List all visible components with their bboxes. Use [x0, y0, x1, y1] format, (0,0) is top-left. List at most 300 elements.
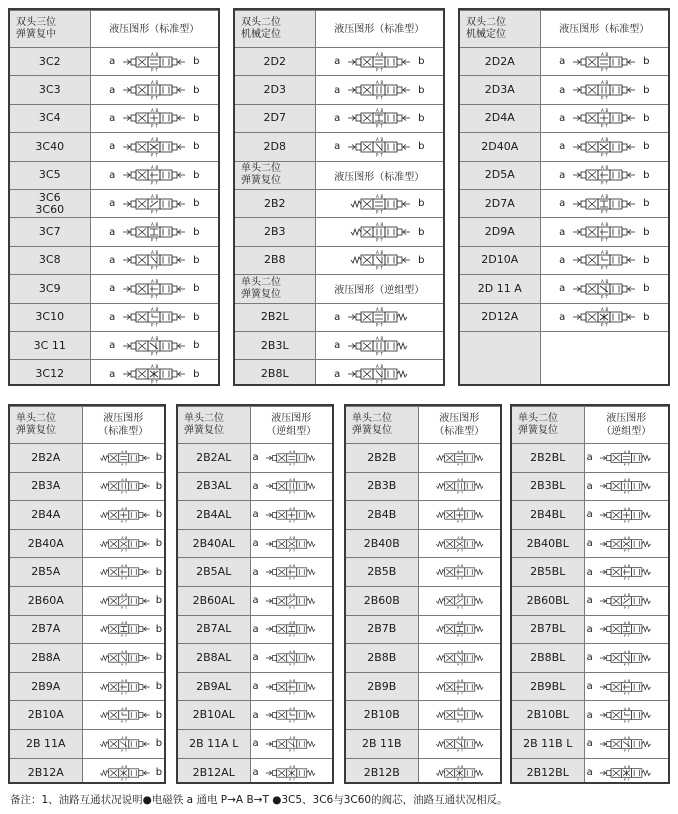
- symbol-cell: [82, 501, 164, 530]
- model-code: 2D 11 A: [477, 281, 522, 295]
- svg-text:P: P: [120, 720, 123, 725]
- symbol-cell: [315, 48, 443, 76]
- svg-text:P: P: [376, 209, 379, 214]
- solenoid-b-label: b: [643, 254, 650, 266]
- solenoid-a-label: a: [334, 141, 341, 153]
- valve-symbol-icon: [433, 591, 486, 611]
- valve-symbol-icon: [599, 705, 654, 725]
- svg-text:B: B: [460, 449, 463, 454]
- svg-text:A: A: [601, 136, 604, 142]
- valve-symbol-icon: [433, 677, 486, 697]
- symbol-cell: [418, 444, 500, 473]
- svg-text:P: P: [623, 720, 626, 725]
- svg-text:P: P: [601, 67, 604, 72]
- svg-text:T: T: [124, 720, 127, 725]
- model-code: 2B10A: [27, 708, 64, 722]
- valve-symbol-icon: [433, 476, 486, 496]
- model-code: 2B9A: [31, 679, 61, 693]
- svg-text:B: B: [380, 250, 384, 256]
- svg-text:A: A: [151, 108, 154, 114]
- svg-text:T: T: [605, 180, 609, 186]
- svg-text:B: B: [155, 364, 159, 370]
- valve-symbol-icon: [599, 562, 654, 582]
- valve-symbol-icon: [265, 763, 318, 783]
- model-code: 2B3A: [31, 479, 61, 493]
- model-code-cell: [235, 189, 315, 217]
- svg-text:P: P: [623, 663, 626, 668]
- solenoid-a-label: a: [586, 767, 593, 779]
- svg-text:P: P: [288, 720, 291, 725]
- svg-text:A: A: [456, 564, 460, 569]
- valve-symbol-icon: [122, 137, 186, 157]
- svg-text:A: A: [120, 449, 124, 454]
- header-symbol-cell: [82, 407, 164, 444]
- solenoid-a-label: a: [252, 595, 259, 607]
- svg-text:P: P: [456, 691, 459, 696]
- svg-text:B: B: [380, 335, 384, 341]
- svg-text:A: A: [376, 364, 379, 370]
- table-row: [460, 218, 668, 246]
- model-code: 2D3A: [484, 83, 515, 97]
- svg-text:P: P: [288, 462, 291, 467]
- svg-text:P: P: [623, 777, 626, 782]
- svg-text:B: B: [605, 278, 609, 284]
- solenoid-b-label: b: [193, 56, 200, 68]
- model-code: 2B 11A: [25, 736, 66, 750]
- model-code-cell: [346, 729, 418, 758]
- model-code: 2B9BL: [530, 679, 566, 693]
- svg-text:T: T: [627, 634, 630, 639]
- svg-text:B: B: [292, 735, 295, 740]
- svg-text:T: T: [292, 720, 295, 725]
- model-code-cell: [235, 218, 315, 246]
- model-code: 3C8: [38, 253, 61, 267]
- svg-text:A: A: [120, 478, 124, 483]
- svg-text:P: P: [120, 462, 123, 467]
- svg-text:T: T: [155, 95, 159, 101]
- model-code-cell: [10, 758, 82, 784]
- svg-text:B: B: [124, 678, 127, 683]
- header-symbol-line: 液压图形: [606, 413, 647, 424]
- table-row: [512, 644, 668, 673]
- svg-text:A: A: [376, 108, 379, 114]
- svg-text:T: T: [124, 491, 127, 496]
- header-code-line: 双头二位: [241, 17, 281, 28]
- symbol-cell: [584, 558, 668, 587]
- header-symbol-line: （标准型）: [98, 426, 149, 437]
- svg-text:A: A: [120, 506, 124, 511]
- model-code-cell: [10, 615, 82, 644]
- svg-text:T: T: [627, 777, 630, 782]
- svg-text:P: P: [120, 748, 123, 753]
- table-row: [10, 189, 218, 217]
- svg-text:A: A: [623, 678, 627, 683]
- svg-text:B: B: [124, 535, 127, 540]
- svg-text:A: A: [151, 222, 154, 228]
- svg-text:B: B: [380, 51, 384, 57]
- svg-text:A: A: [456, 621, 460, 626]
- model-code-cell: [512, 586, 584, 615]
- solenoid-b-label: b: [155, 566, 163, 578]
- svg-text:T: T: [292, 662, 295, 667]
- model-code-cell: [346, 615, 418, 644]
- model-code-cell: [10, 76, 90, 104]
- svg-text:P: P: [151, 152, 154, 157]
- svg-text:A: A: [623, 764, 627, 769]
- symbol-cell: [418, 729, 500, 758]
- svg-text:B: B: [155, 193, 159, 199]
- svg-text:B: B: [380, 364, 384, 370]
- model-code: 3C12: [35, 367, 65, 381]
- valve-table: [512, 406, 668, 784]
- symbol-cell: [250, 644, 332, 673]
- svg-text:B: B: [627, 449, 630, 454]
- model-code: 2B3L: [260, 338, 289, 352]
- svg-text:A: A: [288, 621, 292, 626]
- svg-text:T: T: [627, 663, 630, 668]
- table-row: [460, 48, 668, 76]
- valve-symbol-icon: [599, 677, 654, 697]
- valve-symbol-icon: [572, 80, 636, 100]
- solenoid-b-label: b: [155, 767, 163, 779]
- table-row: [178, 586, 332, 615]
- model-code-cell: [346, 672, 418, 701]
- header-code-cell: [460, 11, 540, 48]
- table-row: [512, 501, 668, 530]
- table-row: [10, 529, 164, 558]
- table-row: [235, 246, 443, 274]
- svg-text:T: T: [292, 577, 295, 582]
- svg-text:B: B: [605, 51, 609, 57]
- header-code-cell: [10, 11, 90, 48]
- symbol-cell: [250, 615, 332, 644]
- table-row: [178, 644, 332, 673]
- svg-text:A: A: [456, 678, 460, 683]
- symbol-cell: [315, 104, 443, 132]
- svg-text:P: P: [623, 605, 626, 610]
- symbol-cell: [82, 529, 164, 558]
- symbol-cell: [540, 161, 668, 189]
- svg-text:T: T: [155, 209, 159, 214]
- valve-symbol-icon: [97, 677, 150, 697]
- symbol-cell: [250, 672, 332, 701]
- svg-text:T: T: [627, 720, 630, 725]
- svg-text:A: A: [376, 250, 379, 256]
- model-code: 2B9B: [367, 679, 397, 693]
- solenoid-a-label: a: [586, 509, 593, 521]
- model-code-cell: [512, 501, 584, 530]
- svg-text:T: T: [460, 662, 463, 667]
- header-symbol-line: 液压图形: [103, 413, 144, 424]
- table-row: [235, 331, 443, 359]
- model-code-cell: [460, 189, 540, 217]
- model-code: 2B40AL: [192, 536, 235, 550]
- solenoid-b-label: b: [155, 509, 163, 521]
- valve-symbol-icon: [572, 307, 636, 327]
- symbol-cell: [418, 644, 500, 673]
- svg-text:P: P: [376, 95, 379, 101]
- svg-text:A: A: [456, 764, 460, 769]
- svg-text:B: B: [627, 621, 630, 626]
- svg-text:P: P: [601, 123, 604, 129]
- svg-text:A: A: [376, 307, 379, 313]
- empty-cell: [540, 331, 668, 386]
- svg-text:B: B: [155, 335, 159, 341]
- symbol-cell: [584, 672, 668, 701]
- svg-text:P: P: [376, 379, 379, 385]
- symbol-cell: [418, 758, 500, 784]
- table-row: [512, 758, 668, 784]
- svg-text:B: B: [124, 764, 127, 769]
- valve-symbol-icon: [347, 364, 411, 384]
- svg-text:A: A: [151, 250, 154, 256]
- valve-symbol-icon: [265, 705, 318, 725]
- svg-text:P: P: [120, 577, 123, 582]
- model-code-cell: [178, 615, 250, 644]
- svg-text:P: P: [456, 491, 459, 496]
- model-code: 2B4B: [367, 507, 397, 521]
- model-code: 2B8A: [31, 650, 61, 664]
- solenoid-a-label: a: [109, 311, 116, 323]
- valve-symbol-icon: [433, 562, 486, 582]
- svg-text:A: A: [288, 506, 292, 511]
- svg-text:A: A: [151, 165, 154, 171]
- symbol-cell: [584, 701, 668, 730]
- table-row: [10, 758, 164, 784]
- svg-text:B: B: [605, 250, 609, 256]
- solenoid-a-label: a: [559, 226, 566, 238]
- solenoid-b-label: b: [418, 226, 425, 238]
- valve-table: [10, 10, 218, 386]
- svg-text:T: T: [380, 209, 384, 214]
- symbol-cell: [418, 615, 500, 644]
- header-symbol-cell: [584, 407, 668, 444]
- model-code: 2B12B: [363, 765, 400, 779]
- solenoid-b-label: b: [643, 169, 650, 181]
- svg-text:B: B: [605, 193, 609, 199]
- svg-text:B: B: [605, 108, 609, 114]
- symbol-cell: [90, 104, 218, 132]
- svg-text:T: T: [605, 209, 609, 214]
- valve-symbol-icon: [572, 279, 636, 299]
- model-code-cell: [346, 586, 418, 615]
- subheader-symbol-cell: [315, 275, 443, 303]
- svg-text:P: P: [120, 634, 123, 639]
- symbol-cell: [82, 701, 164, 730]
- symbol-cell: [540, 76, 668, 104]
- subheader-code-cell: [235, 161, 315, 189]
- solenoid-a-label: a: [252, 738, 259, 750]
- model-code-cell: [10, 303, 90, 331]
- table-row: [10, 331, 218, 359]
- solenoid-a-label: a: [252, 623, 259, 635]
- header-symbol-line: 液压图形: [271, 413, 312, 424]
- svg-text:T: T: [155, 152, 159, 157]
- svg-text:B: B: [155, 108, 159, 114]
- svg-text:B: B: [627, 506, 630, 511]
- valve-symbol-icon: [122, 52, 186, 72]
- model-code: 2B8L: [260, 367, 289, 381]
- solenoid-b-label: b: [643, 56, 650, 68]
- svg-text:T: T: [124, 462, 127, 467]
- header-code-line: 弹簧复位: [518, 425, 558, 436]
- valve-symbol-icon: [97, 763, 150, 783]
- solenoid-b-label: b: [193, 368, 200, 380]
- svg-text:P: P: [151, 123, 154, 129]
- model-code-cell: [10, 672, 82, 701]
- subheader-code-line: 弹簧复位: [241, 175, 281, 187]
- svg-text:T: T: [605, 237, 609, 243]
- svg-text:B: B: [292, 649, 295, 654]
- svg-text:T: T: [292, 748, 295, 753]
- model-code: 2D10A: [481, 253, 519, 267]
- solenoid-a-label: a: [586, 709, 593, 721]
- model-code: 2B12A: [27, 765, 64, 779]
- svg-text:P: P: [456, 519, 459, 524]
- table-row: [346, 558, 500, 587]
- svg-text:B: B: [460, 764, 463, 769]
- valve-symbol-icon: [433, 734, 486, 754]
- svg-text:A: A: [151, 307, 154, 313]
- valve-symbol-icon: [433, 705, 486, 725]
- subheader-symbol-label: 液压图形（逆组型）: [334, 285, 425, 297]
- table-row: [235, 360, 443, 386]
- solenoid-a-label: a: [559, 198, 566, 210]
- valve-symbol-icon: [122, 307, 186, 327]
- symbol-cell: [418, 501, 500, 530]
- svg-text:A: A: [601, 165, 604, 171]
- model-code-cell: [178, 472, 250, 501]
- svg-text:T: T: [460, 605, 463, 610]
- valve-table-double-three-position: [8, 8, 220, 386]
- model-code-cell: [460, 104, 540, 132]
- symbol-cell: [90, 189, 218, 217]
- svg-text:A: A: [376, 80, 379, 86]
- table-row: [346, 672, 500, 701]
- svg-text:T: T: [605, 265, 609, 271]
- svg-text:T: T: [627, 548, 630, 553]
- symbol-cell: [250, 444, 332, 473]
- svg-text:B: B: [627, 678, 630, 683]
- svg-text:T: T: [627, 462, 630, 467]
- solenoid-a-label: a: [109, 254, 116, 266]
- svg-text:T: T: [605, 322, 609, 328]
- svg-text:T: T: [460, 462, 463, 467]
- solenoid-b-label: b: [193, 340, 200, 352]
- svg-text:B: B: [124, 506, 127, 511]
- svg-text:A: A: [151, 80, 154, 86]
- model-code: 2B5A: [31, 565, 61, 579]
- valve-symbol-icon: [97, 476, 150, 496]
- svg-text:B: B: [460, 478, 463, 483]
- symbol-cell: [315, 303, 443, 331]
- header-code-line: 单头二位: [352, 413, 392, 424]
- model-code-cell: [460, 303, 540, 331]
- svg-text:P: P: [623, 691, 626, 696]
- svg-text:A: A: [601, 193, 604, 199]
- svg-text:T: T: [155, 351, 159, 356]
- svg-text:A: A: [120, 621, 124, 626]
- svg-text:P: P: [120, 519, 123, 524]
- symbol-cell: [315, 133, 443, 161]
- svg-text:P: P: [151, 322, 154, 328]
- header-code-line: 机械定位: [241, 29, 281, 40]
- model-code-cell: [178, 529, 250, 558]
- table-row: [460, 189, 668, 217]
- solenoid-b-label: b: [193, 226, 200, 238]
- model-code: 3C3: [38, 83, 61, 97]
- model-code-cell: [460, 48, 540, 76]
- solenoid-b-label: b: [193, 141, 200, 153]
- svg-text:A: A: [623, 735, 627, 740]
- model-code-cell: [346, 444, 418, 473]
- valve-table: [10, 406, 164, 784]
- valve-symbol-icon: [265, 448, 318, 468]
- svg-text:A: A: [456, 449, 460, 454]
- solenoid-a-label: a: [334, 84, 341, 96]
- table-row: [346, 701, 500, 730]
- valve-symbol-icon: [599, 734, 654, 754]
- svg-text:A: A: [623, 564, 627, 569]
- valve-symbol-icon: [599, 505, 654, 525]
- table-row: [346, 501, 500, 530]
- table-row: [235, 303, 443, 331]
- valve-symbol-icon: [572, 194, 636, 214]
- table-row: [235, 161, 443, 189]
- subheader-code-cell: [235, 275, 315, 303]
- header-symbol-line: 液压图形: [439, 413, 480, 424]
- svg-text:B: B: [627, 478, 630, 483]
- valve-symbol-icon: [122, 108, 186, 128]
- subheader-symbol-label: 液压图形（标准型）: [334, 171, 425, 183]
- solenoid-a-label: a: [252, 767, 259, 779]
- model-code-cell: [346, 501, 418, 530]
- table-row: [178, 672, 332, 701]
- model-code-cell: [235, 133, 315, 161]
- svg-text:T: T: [124, 548, 127, 553]
- symbol-cell: [82, 586, 164, 615]
- table-row: [10, 133, 218, 161]
- solenoid-a-label: a: [334, 56, 341, 68]
- svg-text:T: T: [380, 322, 384, 328]
- solenoid-b-label: b: [155, 681, 163, 693]
- svg-text:P: P: [623, 577, 626, 582]
- svg-text:P: P: [151, 294, 154, 299]
- model-code: 2B7A: [31, 622, 61, 636]
- symbol-cell: [250, 701, 332, 730]
- svg-text:P: P: [623, 748, 626, 753]
- valve-symbol-icon: [97, 734, 150, 754]
- svg-text:A: A: [376, 193, 379, 199]
- svg-text:P: P: [456, 577, 459, 582]
- model-code-cell: [10, 218, 90, 246]
- svg-text:A: A: [151, 193, 154, 199]
- valve-symbol-icon: [433, 505, 486, 525]
- symbol-cell: [584, 472, 668, 501]
- model-code: 2B2: [263, 196, 286, 210]
- model-code-cell: [460, 133, 540, 161]
- model-code-cell: [235, 48, 315, 76]
- symbol-cell: [418, 586, 500, 615]
- valve-table-single-two-position-al: [176, 404, 334, 784]
- model-code-cell: [178, 729, 250, 758]
- model-code: 2B 11B: [361, 736, 402, 750]
- model-code: 2B2AL: [196, 450, 232, 464]
- svg-text:B: B: [380, 222, 384, 228]
- table-row: [178, 529, 332, 558]
- table-row: [460, 104, 668, 132]
- svg-text:A: A: [601, 51, 604, 57]
